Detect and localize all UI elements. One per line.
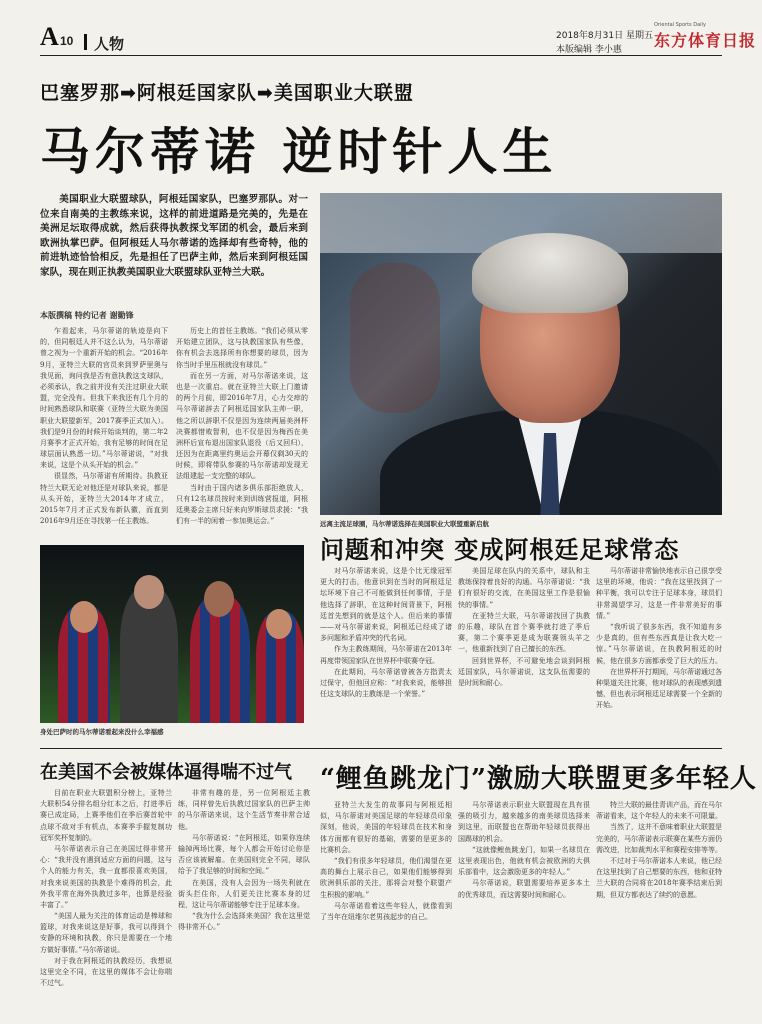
body-column-2 [176,326,308,538]
paragraph: 在亚特兰大联，马尔蒂诺找回了执教的乐趣，球队在首个赛季就打进了季后赛，第二个赛季更是成为联赛领头羊之一，他重新找到了自己擅长的东西。 [458,611,590,654]
body-column-8 [320,800,452,1012]
paragraph: 当时由于国内诸多俱乐部拒绝放人，只有12名球员按时来到训练营报道，阿根廷奥委会主席只好来向罗斯球员求援：“我们有一半的闲着一参加奥运会。” [176,483,308,526]
editor-credit: 本版编辑 李小惠 [556,45,622,55]
paragraph: 马尔蒂诺说，联盟需要培养更多本土的优秀球员，而这需要时间和耐心。 [458,879,590,899]
paragraph: 目前在职业大联盟积分榜上，亚特兰大联积54分排名组分红本之后，打进季后赛已成定局，上赛季他们在季后赛首轮中点球不敌对手有机点，本赛季手握复制功冠军奖杯复制的。 [40,789,172,842]
paragraph: 很显然，马尔蒂诺有所期待。执教亚特兰大联无论对他还是对球队来说，都是从头开始，亚特兰大2014年才成立，2015年7月才正式发布新队徽，而直到2016年9月还在寻找第一任主教练。 [40,472,168,526]
article-lead: 美国职业大联盟球队，阿根廷国家队，巴塞罗那队。对一位来自南美的主教练来说，这样的前进道路是完美的，先是在美洲足坛取得成就，然后获得执教探戈军团的机会，最后来到欧洲执掌巴萨。但阿根廷人马尔蒂诺的选择却有些奇特，他的前进轨迹恰恰相反，先是担任了巴萨主帅，然后来到阿根廷国家队，现在则正执教美国职业大联盟球队亚特兰大联。 [40,194,308,278]
section-name: 人物 [94,35,125,53]
paragraph: 马尔蒂诺表示职业大联盟现在具有很强的吸引力，越来越多的南美球员选择来到这里，而联盟也在帮助年轻球员获得出国踢球的机会。 [458,801,590,843]
subheading-media: 在美国不会被媒体逼得喘不过气 [40,762,292,783]
body-column-10 [596,800,722,1012]
paragraph: 亚特兰大发生的故事同与阿根廷相似，马尔蒂诺对美国足球的年轻球员印象深刻，他说，美国的年轻球员在技术和身体方面都有很好的基础，需要的是更多的比赛机会。 [320,801,452,854]
body-column-9 [458,800,590,1012]
logo-subtext: Oriental Sports Daily [654,22,706,28]
section-rule [40,748,722,749]
page-header [0,0,762,54]
subheading-carp: “鲤鱼跳龙门”激励大联盟更多年轻人 [320,764,757,794]
paragraph: 特兰大联的最佳青训产品，而在马尔蒂诺看来，这个年轻人的未来不可限量。 [596,801,722,821]
body-column-5 [596,566,722,746]
barcelona-photo [40,545,304,723]
header-rule [40,55,722,56]
paragraph: “这就像鲤鱼跳龙门，如果一名球员在这里表现出色，他就有机会被欧洲的大俱乐部看中，这会激励更多的年轻人。” [458,845,590,877]
body-column-7 [178,788,310,1012]
page-letter: A [40,22,59,51]
subheading-conflict: 问题和冲突 变成阿根廷足球常态 [320,535,680,564]
paragraph: “我为什么会选择来美国？我在这里觉得非常开心。” [178,912,310,932]
article-kicker: 巴塞罗那➡阿根廷国家队➡美国职业大联盟 [40,82,414,104]
article-headline: 马尔蒂诺 逆时针人生 [40,122,558,181]
paragraph: 当然了，这并不意味着职业大联盟是完美的，马尔蒂诺表示联赛在某些方面仍需改进，比如裁判水平和赛程安排等等。 [596,823,722,854]
paragraph: “我们有很多年轻球员，他们渴望在更高的舞台上展示自己，如果他们能够得到欧洲俱乐部的关注，那将会对整个联盟产生积极的影响。” [320,856,452,899]
paragraph: 对于我在阿根廷的执教经历，我想说这里完全不同，在这里的媒体不会让你喘不过气。 [40,956,172,988]
paragraph: 马尔蒂诺说：“在阿根廷，如果你连续输掉两场比赛，每个人都会开始讨论你是否应该被解雇。在美国则完全不同，球队给予了我足够的时间和空间。” [178,833,310,876]
paragraph: 马尔蒂诺看着这些年轻人，就像看到了当年在纽维尔老男孩起步的自己。 [320,901,452,921]
paragraph: 在此期间，马尔蒂诺曾被各方指责太过保守，但他回应称：“对我来说，能够担任这支球队的主教练是一个荣誉。” [320,667,452,699]
page-number: 10 [60,34,74,48]
newspaper-logo: 东方体育日报 [654,31,757,50]
section-divider [84,34,87,50]
paragraph: 在美国，没有人会因为一场失利就在街头拦住你，人们更关注比赛本身的过程，这让马尔蒂诺能够专注于足球本身。 [178,878,310,909]
paragraph: 马尔蒂诺表示自己在美国过得非常开心：“我并没有遇到适应方面的问题，这与个人的能力有关，我一直都很喜欢美国，对我来说美国的执教是个难得的机会，此外我平常在海外执教过多年，也算是经验丰富了。” [40,844,172,909]
paragraph: 在世界杯开打期间，马尔蒂诺通过各种渠道关注比赛，他对球队的表现感到遗憾，但也表示阿根廷足球需要一个全新的开始。 [596,667,722,710]
photo-b-caption: 身处巴萨时的马尔蒂诺看起来没什么幸福感 [40,728,164,736]
paragraph: “美国人最为关注的体育运动是棒球和篮球，对我来说这是好事，我可以得到个安静的环境和执教，你只是需要在一个地方做好事情。”马尔蒂诺说。 [40,912,172,954]
article-byline: 本版撰稿 特约记者 谢勤锋 [40,311,134,320]
paragraph: 不过对于马尔蒂诺本人来说，他已经在这里找到了自己想要的东西，他和亚特兰大联的合同将在2018年赛季结束后到期，但双方都表达了续约的意愿。 [596,856,722,899]
body-column-3 [320,566,452,746]
paragraph: 美国足球在队内的关系中，球队和主教练保持着良好的沟通。马尔蒂诺说：“我们有很好的交流，在美国这里工作是很愉快的事情。” [458,567,590,609]
paragraph: 回到世界杯，不可避免地会谈到阿根廷国家队，马尔蒂诺说，这支队伍需要的是时间和耐心。 [458,656,590,687]
paragraph: 非常有趣的是，另一位阿根廷主教练，同样曾先后执教过国家队的巴萨主帅的马尔蒂诺来说，这个生活节奏非常合适他。 [178,789,310,831]
body-column-1 [40,326,168,538]
paragraph: 作为主教练期间，马尔蒂诺在2013年再度带领国家队在世界杯中联赛夺冠。 [320,645,452,665]
paragraph: 历史上的首任主教练。“我们必须从零开始建立团队，这与执教国家队有些像，你有机会去选择所有你想要的球员，因为你当时手里压根就没有球员。” [176,327,308,369]
body-column-6 [40,788,172,1012]
paragraph: 而在另一方面，对马尔蒂诺来说，这也是一次重启。就在亚特兰大联上门邀请的两个月前，即2016年7月，心力交瘁的马尔蒂诺辞去了阿根廷国家队主帅一职，他之所以辞职不仅是因为连续两届美洲杯决赛都惜败智利，也不仅是因为梅西在美洲杯后宣布退出国家队退役（后又回归），还因为在距离里约奥运会开幕仅剩30天的时候，即将带队参赛的马尔蒂诺却发现无法组建起一支完整的球队。 [176,371,308,481]
paragraph: 马尔蒂诺非常愉快地表示自己很享受这里的环境，他说：“我在这里找到了一种平衡，我可以专注于足球本身，球员们非常渴望学习，这是一件非常美好的事情。” [596,567,722,620]
photo-caption: 远离主流足球圈，马尔蒂诺选择在美国职业大联盟重新启航 [320,520,489,528]
paragraph: “我听说了很多东西，我不知道有多少是真的，但有些东西真是让我大吃一惊。”马尔蒂诺说，在执教阿根廷的时候，他在很多方面都承受了巨大的压力。 [596,622,722,665]
body-column-4 [458,566,590,746]
coach-portrait-photo [320,193,722,515]
paragraph: 乍看起来，马尔蒂诺的轨迹是向下的，但同根廷人并不这么认为，马尔蒂诺曾之视为一个重新开始的机会。“2016年9月，亚特兰大联的官员来到罗萨里奥与我见面，询问我是否有意执教这支球队，必须承认，我之前并没有关注过职业大联盟，完全没有。但我下来我还有几个月的时间熟悉球队和联赛（亚特兰大联为美国职业大联盟新军，2017赛季正式加入）。我们是9月份的时候开始谈判的，第二年2月赛季才正式开始，我有足够的时间在足球层面认熟悉一切。”马尔蒂诺说，“对我来说，这是个从头开始的机会。” [40,327,168,470]
paragraph: 对马尔蒂诺来说，这是个比无缘冠军更大的打击，他意识到在当时的阿根廷足坛环境下自己不可能做到任何事情，于是他选择了辞职，在这种时间背景下，阿根廷首先想到的就是这个人。但后来的事情——对马尔蒂诺来说，阿根廷已经成了诸多问题和矛盾冲突的代名词。 [320,567,452,643]
issue-date: 2018年8月31日 星期五 [556,31,653,41]
